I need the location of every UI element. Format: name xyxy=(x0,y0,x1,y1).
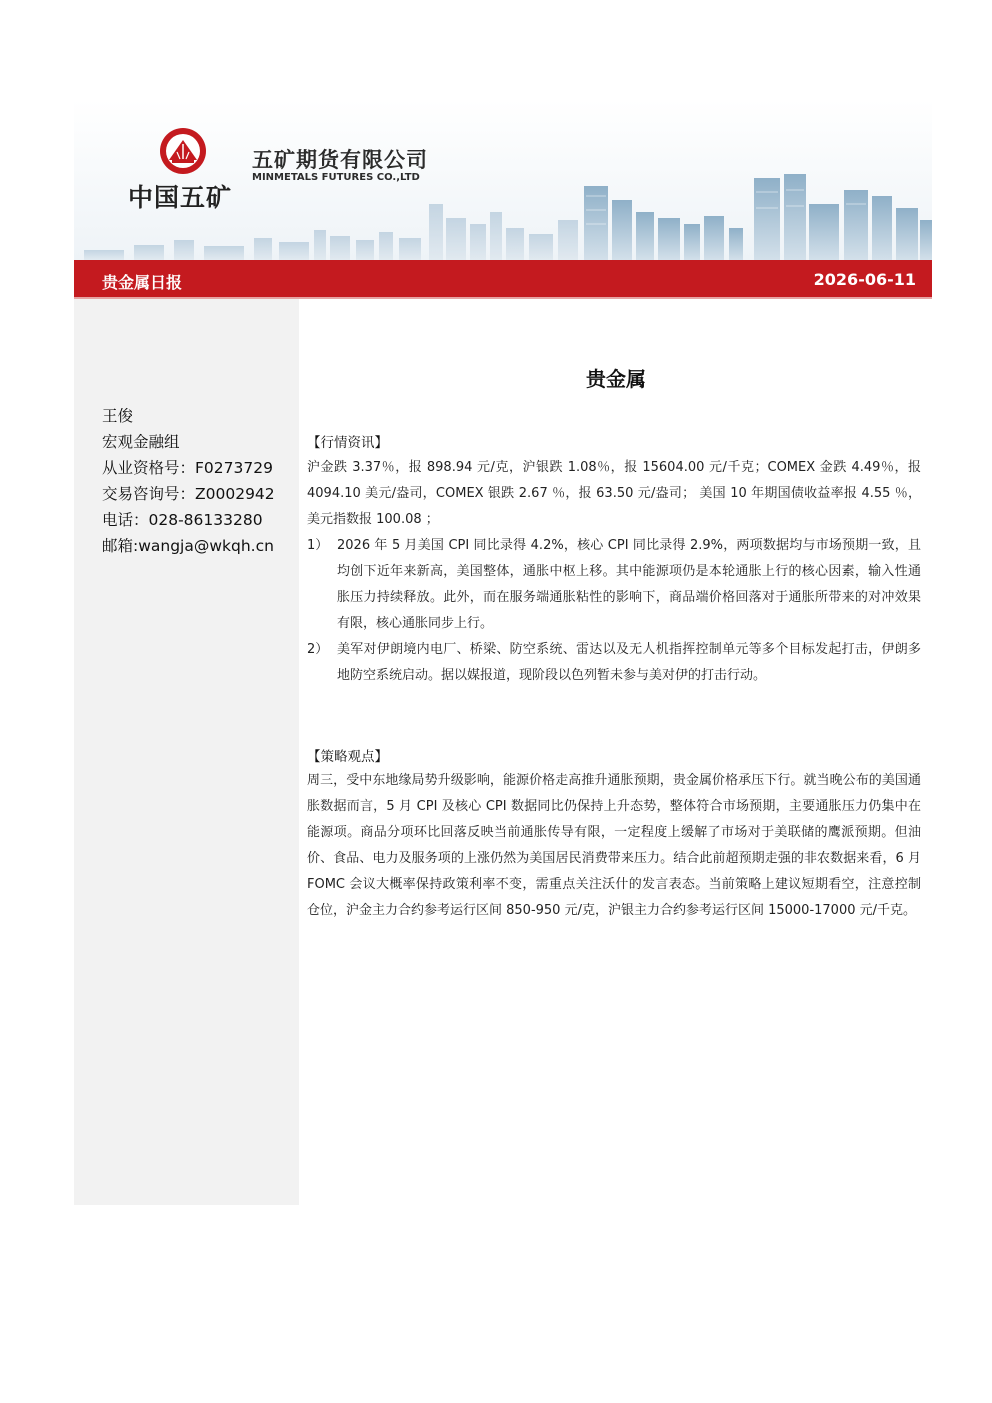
report-date: 2026-06-11 xyxy=(813,270,916,289)
author-sidebar xyxy=(74,299,299,1205)
strategy-text: 周三，受中东地缘局势升级影响，能源价格走高推升通胀预期，贵金属价格承压下行。就当晚公布的美国通胀数据而言，5 月 CPI 及核心 CPI 数据同比仍保持上升态势，整体符合市场预期，主要通胀压力仍集中在能源项。商品分项环比回落反映当前通胀传导有限，一定程度上缓解了市场对于美联储的鹰派预期。但油价、食品、电力及服务项的上涨仍然为美国居民消费带来压力。结合此前超预期走强的非农数据来看，6 月 FOMC 会议大概率保持政策利率不变，需重点关注沃什的发言表态。当前策略上建议短期看空，注意控制仓位，沪金主力合约参考运行区间 850-950 元/克，沪银主力合约参考运行区间 15000-17000 元/千克。 xyxy=(307,773,921,918)
market-label: 【行情资讯】 xyxy=(307,435,388,451)
news-item xyxy=(307,533,921,637)
author-name: 王俊 xyxy=(102,407,134,425)
news-item-number: 1） xyxy=(307,538,329,553)
qualification-number: 从业资格号：F0273729 xyxy=(102,459,273,477)
report-type: 贵金属日报 xyxy=(102,273,183,292)
news-item xyxy=(307,637,921,689)
group-name-cn: 中国五矿 xyxy=(128,183,233,212)
email-address: 邮箱:wangja@wkqh.cn xyxy=(102,537,274,555)
news-item-text: 美军对伊朗境内电厂、桥梁、防空系统、雷达以及无人机指挥控制单元等多个目标发起打击，伊朗多地防空系统启动。据以媒报道，现阶段以色列暂未参与美对伊的打击行动。 xyxy=(337,642,921,683)
section-title: 贵金属 xyxy=(586,367,646,391)
news-item-text: 2026 年 5 月美国 CPI 同比录得 4.2%，核心 CPI 同比录得 2.9%，两项数据均与市场预期一致，且均创下近年来新高，美国整体，通胀中枢上移。其中能源项仍是本轮通胀上行的核心因素，输入性通胀压力持续释放。此外，而在服务端通胀粘性的影响下，商品端价格回落对于通胀所带来的对冲效果有限，核心通胀同步上行。 xyxy=(337,538,921,631)
report-title-bar xyxy=(74,260,932,299)
report-header xyxy=(74,100,932,260)
minmetals-logo-icon xyxy=(158,126,208,176)
consulting-number: 交易咨询号：Z0002942 xyxy=(102,485,275,503)
news-item-number: 2） xyxy=(307,642,329,657)
strategy-label: 【策略观点】 xyxy=(307,749,388,765)
phone-number: 电话：028-86133280 xyxy=(102,511,263,529)
market-summary: 沪金跌 3.37％，报 898.94 元/克，沪银跌 1.08％，报 15604.00 元/千克；COMEX 金跌 4.49％，报 4094.10 美元/盎司，COMEX 银跌 2.67 ％，报 63.50 元/盎司； 美国 10 年期国债收益率报 4.55 ％，美元指数报 100.08 ； xyxy=(307,460,921,527)
company-name-cn: 五矿期货有限公司 xyxy=(252,148,428,172)
author-team: 宏观金融组 xyxy=(102,433,180,451)
company-name-en: MINMETALS FUTURES CO.,LTD xyxy=(252,172,420,183)
